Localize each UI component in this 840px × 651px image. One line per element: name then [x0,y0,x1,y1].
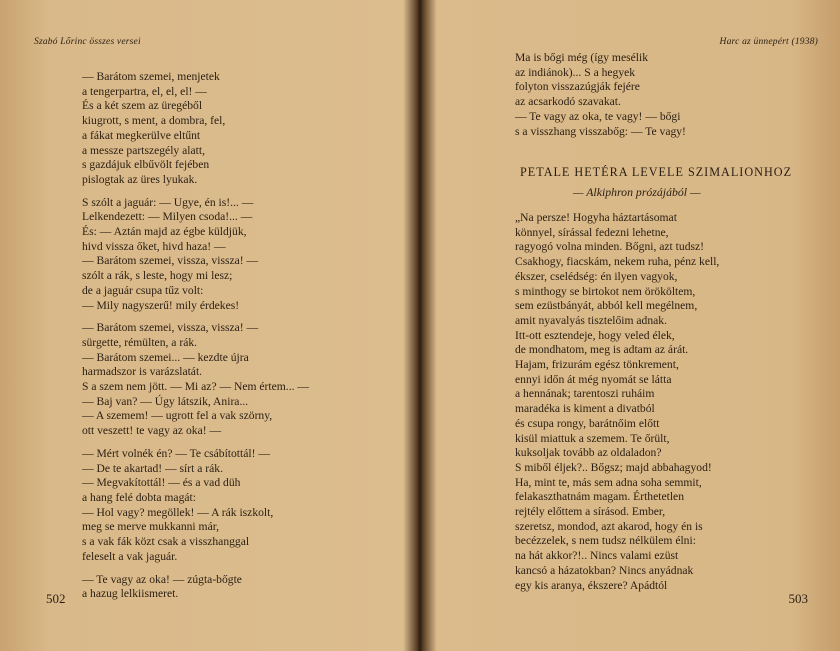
verse-line: „Na persze! Hogyha háztartásomat [515,211,677,224]
verse-line: És a két szem az üregéből [82,99,203,113]
verse-line: rejtély előttem a sírásod. Ember, [515,505,666,519]
verse-line: — Te vagy az oka! — zúgta-bőgte [82,572,242,586]
verse-line: maradéka is kiment a divatból [515,402,655,416]
verse-line: pislogtak az üres lyukak. [82,172,198,186]
verse-line: a fákat megkerülve eltűnt [82,128,201,142]
verse-line: Csakhogy, fiacskám, nekem ruha, pénz kell, [515,255,720,269]
poem-subtitle: — Alkiphron prózájából — [573,185,701,199]
stanza [82,70,309,188]
page-number-left: 502 [46,591,66,606]
verse-line: a messze partszegély alatt, [82,143,205,157]
verse-line: ékszer, cselédség: én ilyen vagyok, [515,269,678,283]
running-head-right: Harc az ünnepért (1938) [719,37,818,47]
verse-line: — De te akartad! — sírt a rák. [82,461,223,475]
left-poem-text [82,70,309,610]
verse-line: Itt-ott esztendeje, hogy veled élek, [515,328,675,342]
running-head-left: Szabó Lőrinc összes versei [34,37,141,47]
verse-line: s minthogy se birtokot nem örököltem, [515,284,696,298]
verse-line: Ha, mint te, más sem adna soha semmit, [515,475,702,489]
verse-line: — Mért volnék én? — Te csábítottál! — [82,446,270,460]
stanza [82,321,309,439]
stanza [82,573,309,602]
verse-line: — Baj van? — Úgy látszik, Anira... [82,394,249,408]
verse-line: kuksoljak tovább az oldaladon? [515,446,662,460]
verse-line: meg se merve mukkanni már, [82,520,220,534]
verse-line: — Barátom szemei, vissza, vissza! — [82,254,259,268]
poem-title: PETALE HETÉRA LEVELE SZIMALIONHOZ [520,165,793,179]
verse-line: kisül miattuk a szemem. Te őrült, [515,431,670,445]
verse-line: — Te vagy az oka, te vagy! — bőgi [515,109,681,123]
left-page [0,0,414,651]
verse-line: — Barátom szemei... — kezdte újra [82,350,249,364]
verse-line: hivd vissza őket, hivd haza! — [82,239,226,253]
verse-line: — A szemem! — ugrott fel a vak szörny, [82,409,273,423]
verse-line: feleselt a vak jaguár. [82,549,178,563]
verse-line: de mondhatom, meg is adtam az árát. [515,343,689,357]
verse-line: ennyi időn át még nyomát se látta [515,372,672,386]
verse-line: kiugrott, s ment, a dombra, fel, [82,114,226,128]
verse-line: s a vak fák közt csak a visszhanggal [82,535,250,549]
right-page [426,0,840,651]
verse-line: kancsó a házatokban? Nincs anyádnak [515,563,694,577]
verse-line: Lelkendezett: — Milyen csoda!... — [82,210,253,224]
verse-line: szólt a rák, s leste, hogy mi lesz; [82,269,233,283]
verse-line: de a jaguár csupa tűz volt: [82,283,204,297]
verse-line: És: — Aztán majd az égbe küldjük, [82,225,247,239]
verse-line: amit nyavalyás tisztelőim adnak. [515,313,667,327]
verse-line: felakaszthatnám magam. Érthetetlen [515,490,684,504]
verse-line: a hennának; tarentoszi ruháim [515,387,655,401]
verse-line: Ma is bőgi még (így mesélik [515,51,648,64]
verse-line: könnyel, sírással fedezni lehetne, [515,225,669,239]
verse-line: sem ezüstbányát, abból kell megélnem, [515,299,698,313]
verse-line: — Barátom szemei, menjetek [82,70,220,83]
verse-line: S miből éljek?.. Bőgsz; majd abbahagyod! [515,460,712,474]
verse-line: harmadszor is varázslatát. [82,365,203,379]
verse-line: és csupa rongy, barátnőim előtt [515,416,660,430]
verse-line: — Mily nagyszerű! mily érdekes! [82,298,240,312]
verse-line: az acsarkodó szavakat. [515,95,621,109]
verse-line: a hang felé dobta magát: [82,490,196,504]
page-number-right: 503 [788,591,808,606]
verse-line: szeretsz, mondod, azt akarod, hogy én is [515,519,703,533]
stanza [82,196,309,314]
verse-line: ott veszett! te vagy az oka! — [82,424,222,438]
verse-line: Hajam, frizurám egész tönkrement, [515,358,679,372]
verse-line: ragyogó volna minden. Bőgni, azt tudsz! [515,240,705,254]
verse-line: a tengerpartra, el, el, el! — [82,84,207,98]
verse-line: — Hol vagy? megöllek! — A rák iszkolt, [82,505,274,519]
verse-line: S a szem nem jött. — Mi az? — Nem értem... — [82,380,309,394]
stanza [82,447,309,565]
verse-line: s a visszhang visszabőg: — Te vagy! [515,124,686,138]
verse-line: sürgette, rémülten, a rák. [82,335,198,349]
right-top-stanza [515,51,686,139]
verse-line: — Barátom szemei, vissza, vissza! — [82,321,259,335]
verse-line: s gazdájuk elbűvölt fejében [82,158,210,172]
right-poem-body [515,211,719,593]
verse-line: — Megvakítottál! — és a vad düh [82,476,241,490]
verse-line: a hazug lelkiismeret. [82,587,179,601]
verse-line: az indiánok)... S a hegyek [515,65,636,79]
verse-line: na hát akkor?!.. Nincs valami ezüst [515,549,679,563]
verse-line: becézzelek, s nem tudsz nélkülem élni: [515,534,696,548]
verse-line: egy kis aranya, ékszere? Apádtól [515,578,668,592]
verse-line: folyton visszazúgják fejére [515,80,640,94]
verse-line: S szólt a jaguár: — Ugye, én is!... — [82,195,254,209]
